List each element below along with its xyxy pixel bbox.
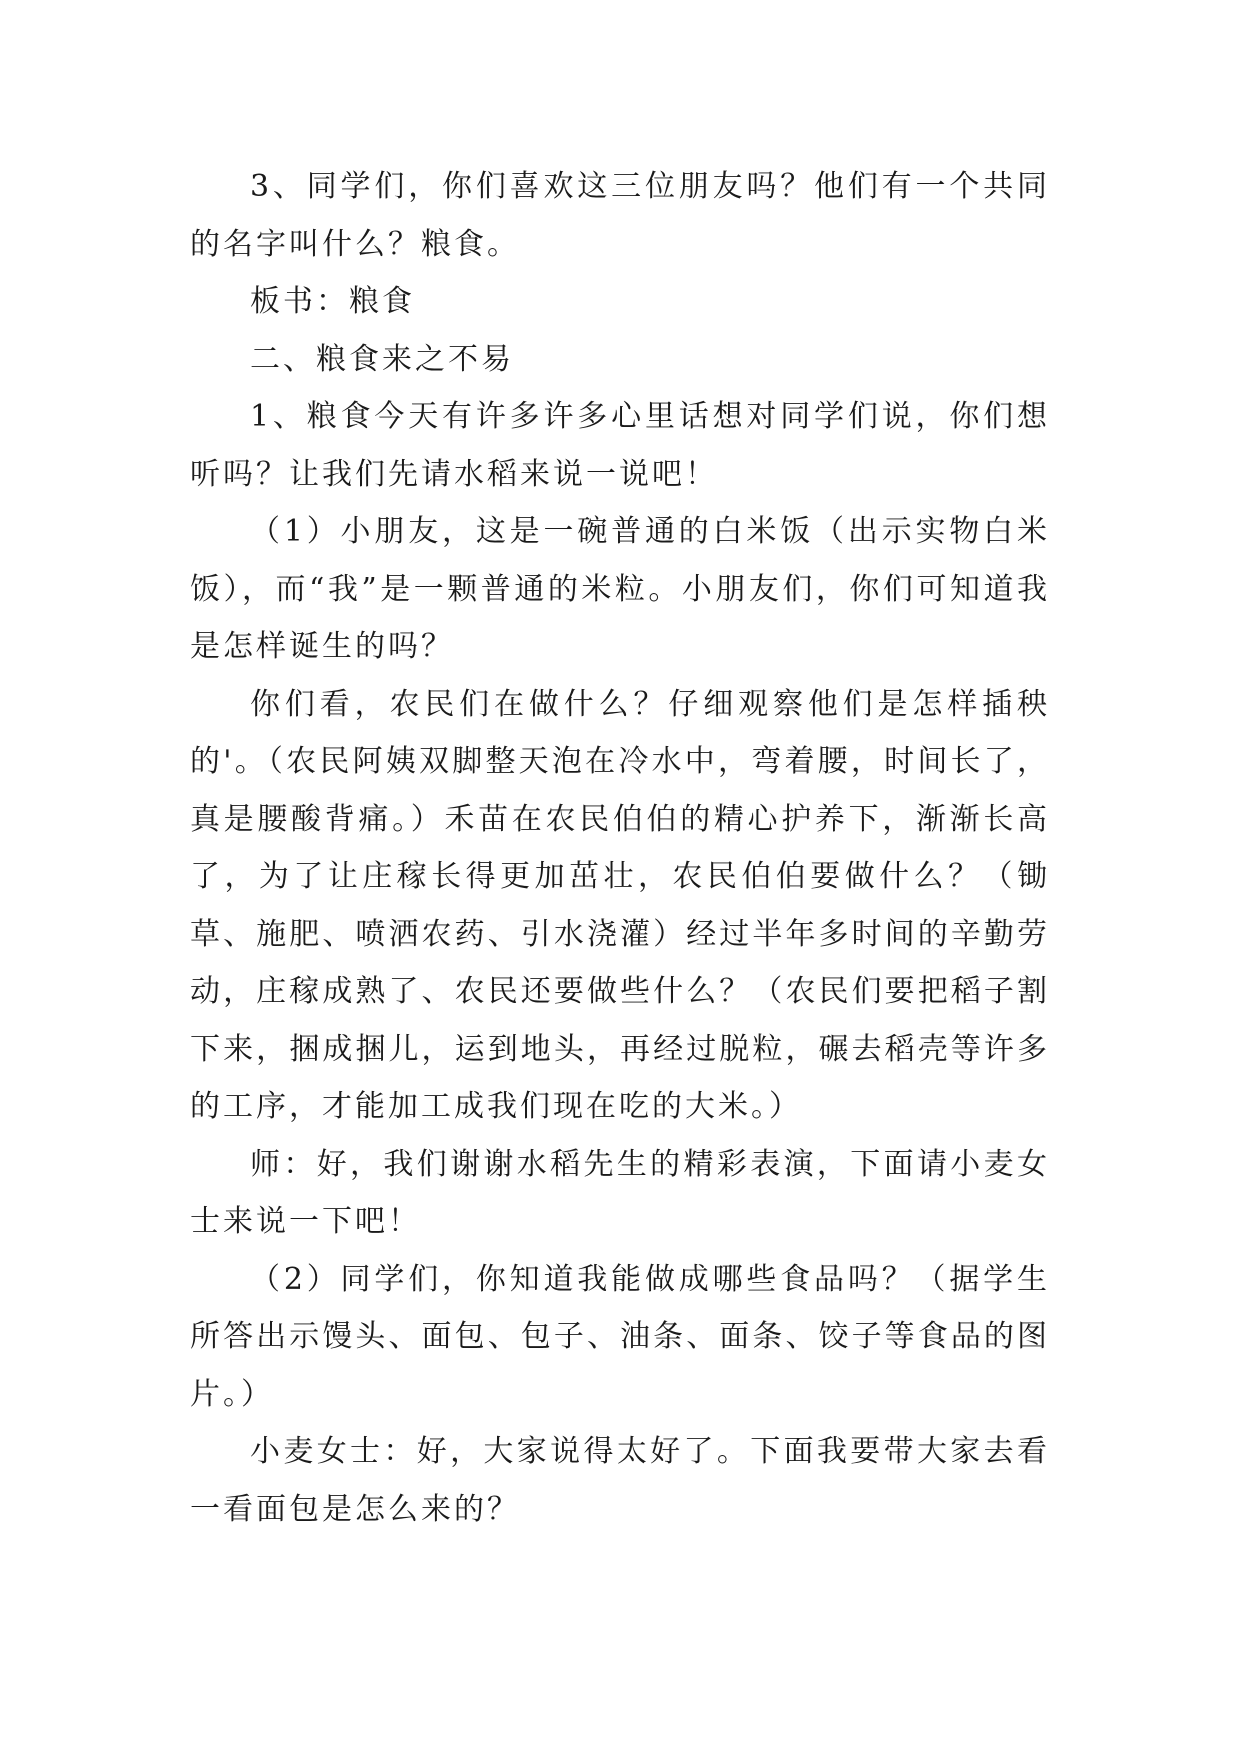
document-body	[190, 158, 1050, 1538]
paragraph: （1）小朋友，这是一碗普通的白米饭（出示实物白米饭），而“我”是一颗普通的米粒。小朋友们，你们可知道我是怎样诞生的吗？	[190, 514, 1050, 664]
paragraph: 师：好，我们谢谢水稻先生的精彩表演，下面请小麦女士来说一下吧！	[190, 1146, 1050, 1239]
paragraph: （2）同学们，你知道我能做成哪些食品吗？（据学生所答出示馒头、面包、包子、油条、面条、饺子等食品的图片。）	[190, 1261, 1050, 1412]
paragraph: 小麦女士：好，大家说得太好了。下面我要带大家去看一看面包是怎么来的？	[190, 1434, 1050, 1527]
paragraph: 1、粮食今天有许多许多心里话想对同学们说，你们想听吗？让我们先请水稻来说一说吧！	[190, 399, 1050, 492]
paragraph: 3、同学们，你们喜欢这三位朋友吗？他们有一个共同的名字叫什么？粮食。	[190, 169, 1050, 262]
paragraph: 板书：粮食	[250, 284, 415, 319]
paragraph: 你们看，农民们在做什么？仔细观察他们是怎样插秧的'。（农民阿姨双脚整天泡在冷水中，弯着腰，时间长了，真是腰酸背痛。）禾苗在农民伯伯的精心护养下，渐渐长高了，为了让庄稼长得更加茁壮，农民伯伯要做什么？（锄草、施肥、喷洒农药、引水浇灌）经过半年多时间的辛勤劳动，庄稼成熟了、农民还要做些什么？（农民们要把稻子割下来，捆成捆儿，运到地头，再经过脱粒，碾去稻壳等许多的工序，才能加工成我们现在吃的大米。）	[190, 686, 1050, 1124]
paragraph: 二、粮食来之不易	[250, 341, 514, 377]
